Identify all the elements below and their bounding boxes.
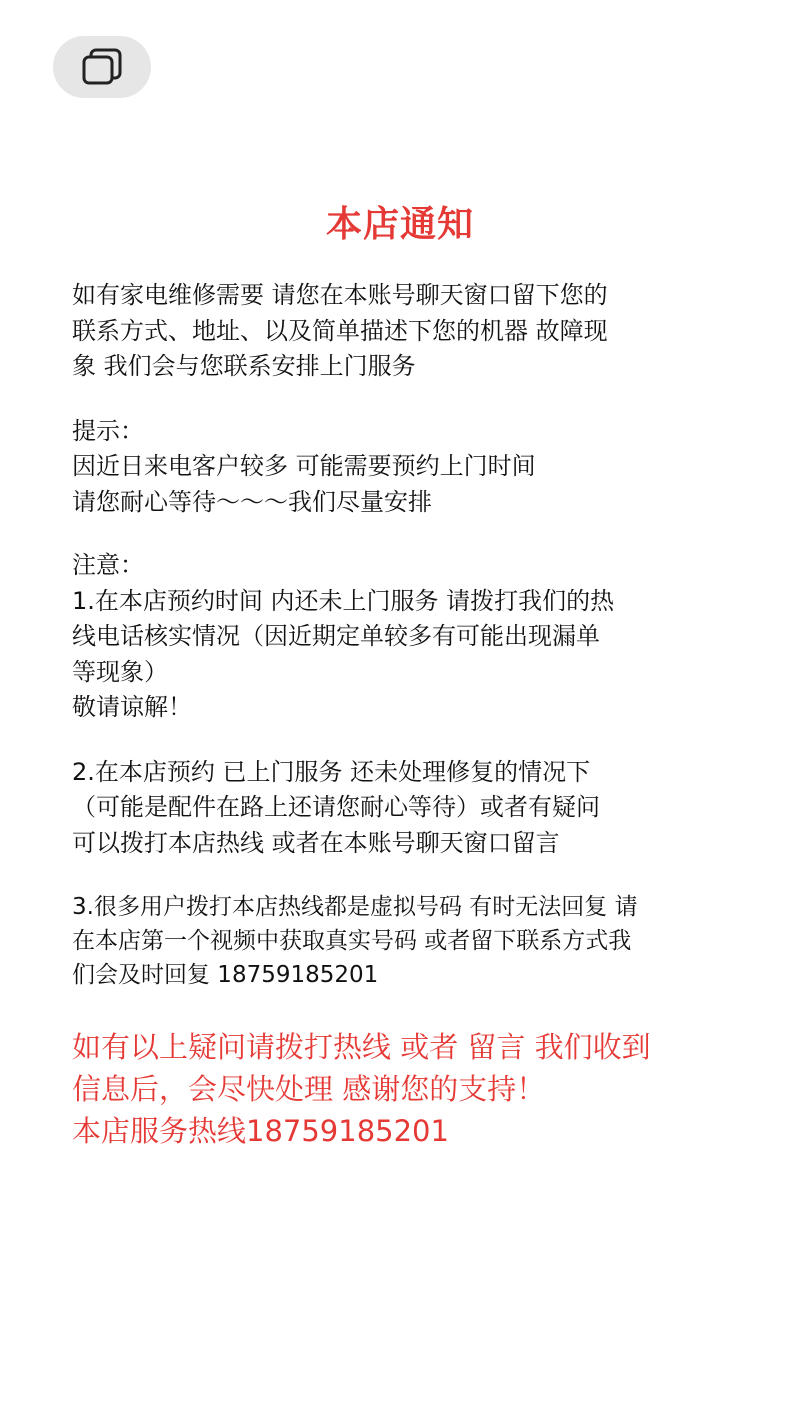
notice-line: 敬请谅解！ <box>72 693 192 721</box>
notice-line: 2.在本店预约 已上门服务 还未处理修复的情况下 <box>72 757 591 786</box>
intro-paragraph <box>72 278 712 385</box>
notice-line: 线电话核实情况（因近期定单较多有可能出现漏单 <box>72 622 600 650</box>
notice-line: 在本店第一个视频中获取真实号码 或者留下联系方式我 <box>72 928 632 954</box>
notice-line: 可以拨打本店热线 或者在本账号聊天窗口留言 <box>72 828 560 857</box>
copy-button[interactable] <box>53 36 151 98</box>
notice-item-3 <box>72 890 712 992</box>
notice-item-2 <box>72 755 712 862</box>
closing-line: 如有以上疑问请拨打热线 或者 留言 我们收到 <box>72 1030 651 1064</box>
notice-line: 等现象） <box>72 657 168 686</box>
hotline-line: 本店服务热线18759185201 <box>72 1114 449 1148</box>
notice-item-1 <box>72 548 712 726</box>
intro-line: 象 我们会与您联系安排上门服务 <box>72 352 416 380</box>
notice-line: 们会及时回复 18759185201 <box>72 962 379 988</box>
intro-line: 如有家电维修需要 请您在本账号聊天窗口留下您的 <box>72 281 608 309</box>
notice-line: 1.在本店预约时间 内还未上门服务 请拨打我们的热 <box>72 586 615 615</box>
notice-line: 3.很多用户拨打本店热线都是虚拟号码 有时无法回复 请 <box>72 894 638 920</box>
page-title: 本店通知 <box>325 204 474 245</box>
tips-paragraph <box>72 414 712 521</box>
copy-icon <box>80 47 124 87</box>
notice-label: 注意： <box>72 551 144 579</box>
closing-paragraph <box>72 1026 712 1152</box>
tips-line: 因近日来电客户较多 可能需要预约上门时间 <box>72 452 536 480</box>
intro-line: 联系方式、地址、以及简单描述下您的机器 故障现 <box>72 316 608 345</box>
tips-label: 提示： <box>72 416 144 445</box>
notice-content <box>72 278 712 1152</box>
closing-line: 信息后，会尽快处理 感谢您的支持！ <box>72 1072 546 1106</box>
notice-line: （可能是配件在路上还请您耐心等待）或者有疑问 <box>72 793 600 821</box>
tips-line: 请您耐心等待～～～我们尽量安排 <box>72 487 432 516</box>
